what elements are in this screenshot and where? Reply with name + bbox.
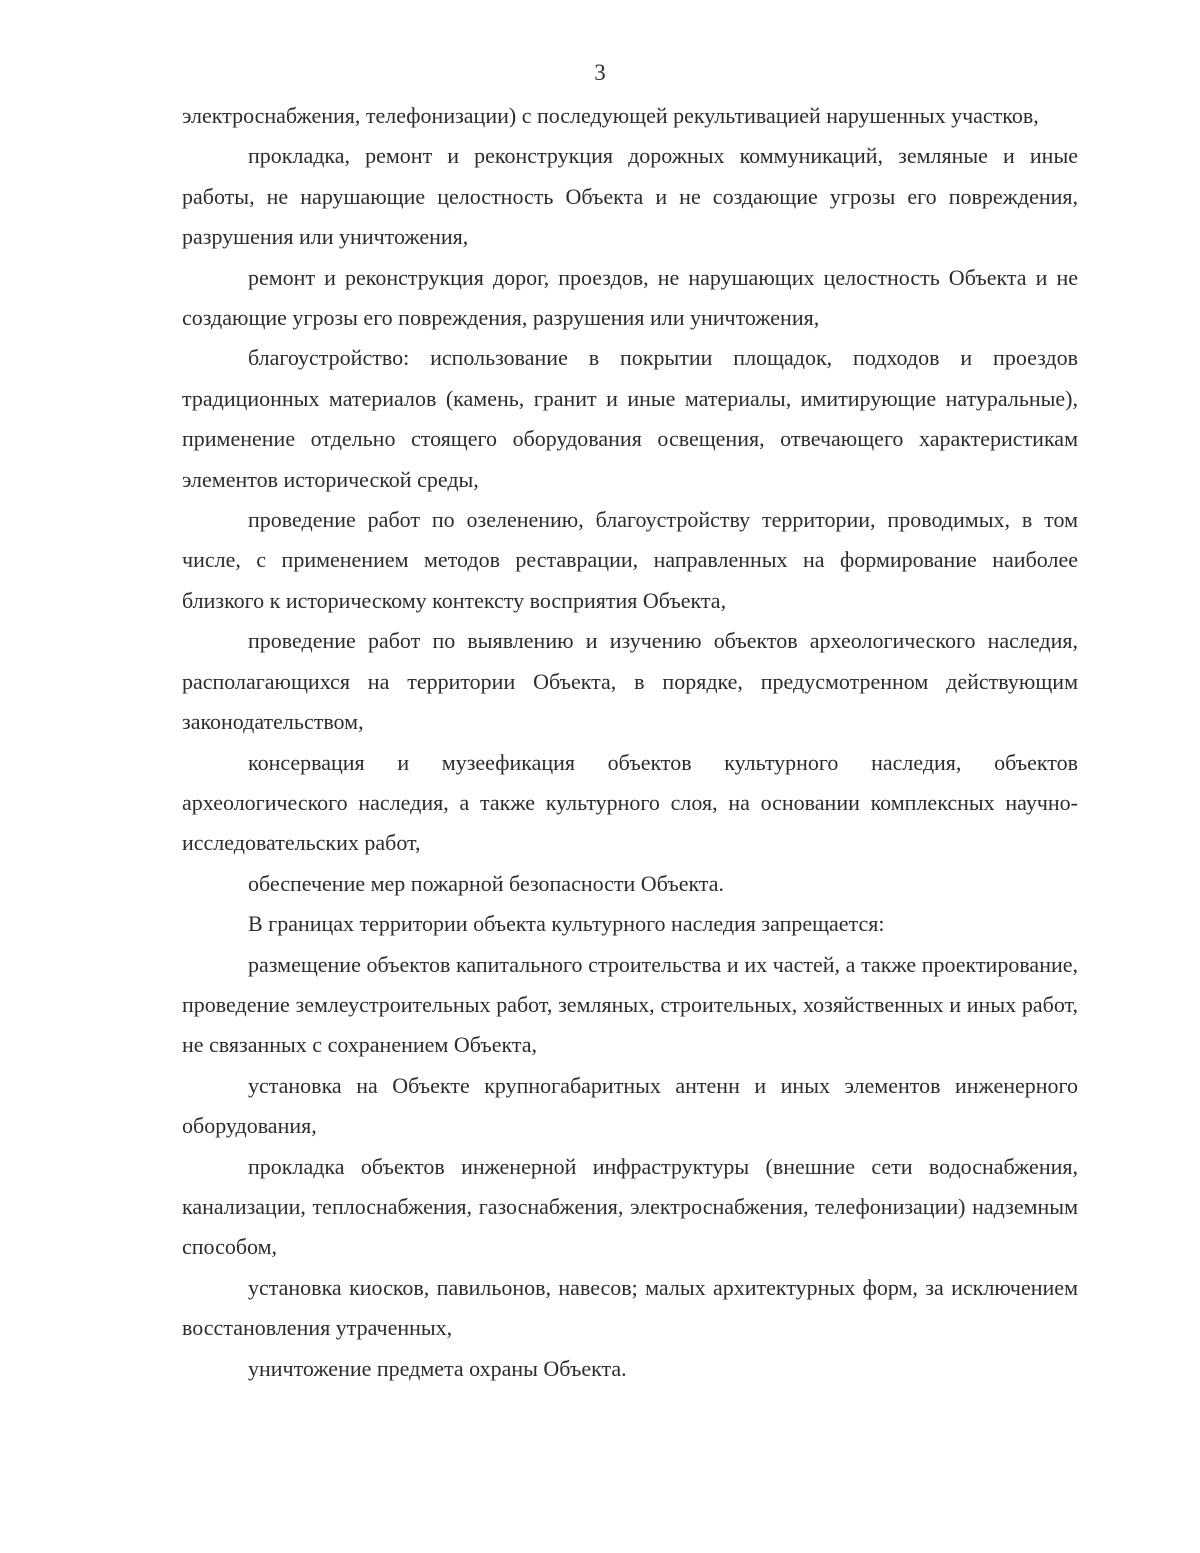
page-number: 3	[594, 60, 606, 85]
paragraph-road-communications: прокладка, ремонт и реконструкция дорожных коммуникаций, земляные и иные работы, не нарушающие целостность Объекта и не создающие угрозы его повреждения, разрушения или уничтожения,	[182, 143, 1078, 250]
paragraph-greening: проведение работ по озеленению, благоустройству территории, проводимых, в том числе, с применением методов реставрации, направленных на формирование наиболее близкого к историческому контексту восприятия Объекта,	[182, 507, 1078, 613]
document-body	[182, 96, 1078, 1389]
paragraph-antenna-ban: установка на Объекте крупногабаритных антенн и иных элементов инженерного оборудования,	[182, 1072, 1078, 1139]
paragraph-conservation: консервация и музеефикация объектов культурного наследия, объектов археологического наследия, а также культурного слоя, на основании комплексных научно-исследовательских работ,	[182, 749, 1078, 856]
paragraph-archaeology-survey: проведение работ по выявлению и изучению объектов археологического наследия, располагающихся на территории Объекта, в порядке, предусмотренном действующим законодательством,	[182, 628, 1078, 735]
paragraph-infrastructure-ban: прокладка объектов инженерной инфраструктуры (внешние сети водоснабжения, канализации, теплоснабжения, газоснабжения, электроснабжения, телефонизации) надземным способом,	[182, 1153, 1078, 1260]
paragraph-road-repair: ремонт и реконструкция дорог, проездов, не нарушающих целостность Объекта и не создающие угрозы его повреждения, разрушения или уничтожения,	[182, 264, 1078, 331]
paragraph-construction-ban: размещение объектов капитального строительства и их частей, а также проектирование, проведение землеустроительных работ, земляных, строительных, хозяйственных и иных работ, не связанных с сохранением Объекта,	[182, 951, 1078, 1058]
paragraph-landscaping-materials: благоустройство: использование в покрытии площадок, подходов и проездов традиционных материалов (камень, гранит и иные материалы, имитирующие натуральные), применение отдельно стоящего оборудования освещения, отвечающего характеристикам элементов исторической среды,	[182, 345, 1078, 492]
paragraph-prohibitions-heading: В границах территории объекта культурного наследия запрещается:	[248, 911, 885, 937]
paragraph-continuation: электроснабжения, телефонизации) с последующей рекультивацией нарушенных участков,	[182, 103, 1039, 128]
paragraph-destruction-ban: уничтожение предмета охраны Объекта.	[248, 1355, 627, 1381]
paragraph-kiosk-ban: установка киосков, павильонов, навесов; малых архитектурных форм, за исключением восстановления утраченных,	[182, 1274, 1078, 1341]
paragraph-fire-safety: обеспечение мер пожарной безопасности Объекта.	[248, 870, 725, 896]
